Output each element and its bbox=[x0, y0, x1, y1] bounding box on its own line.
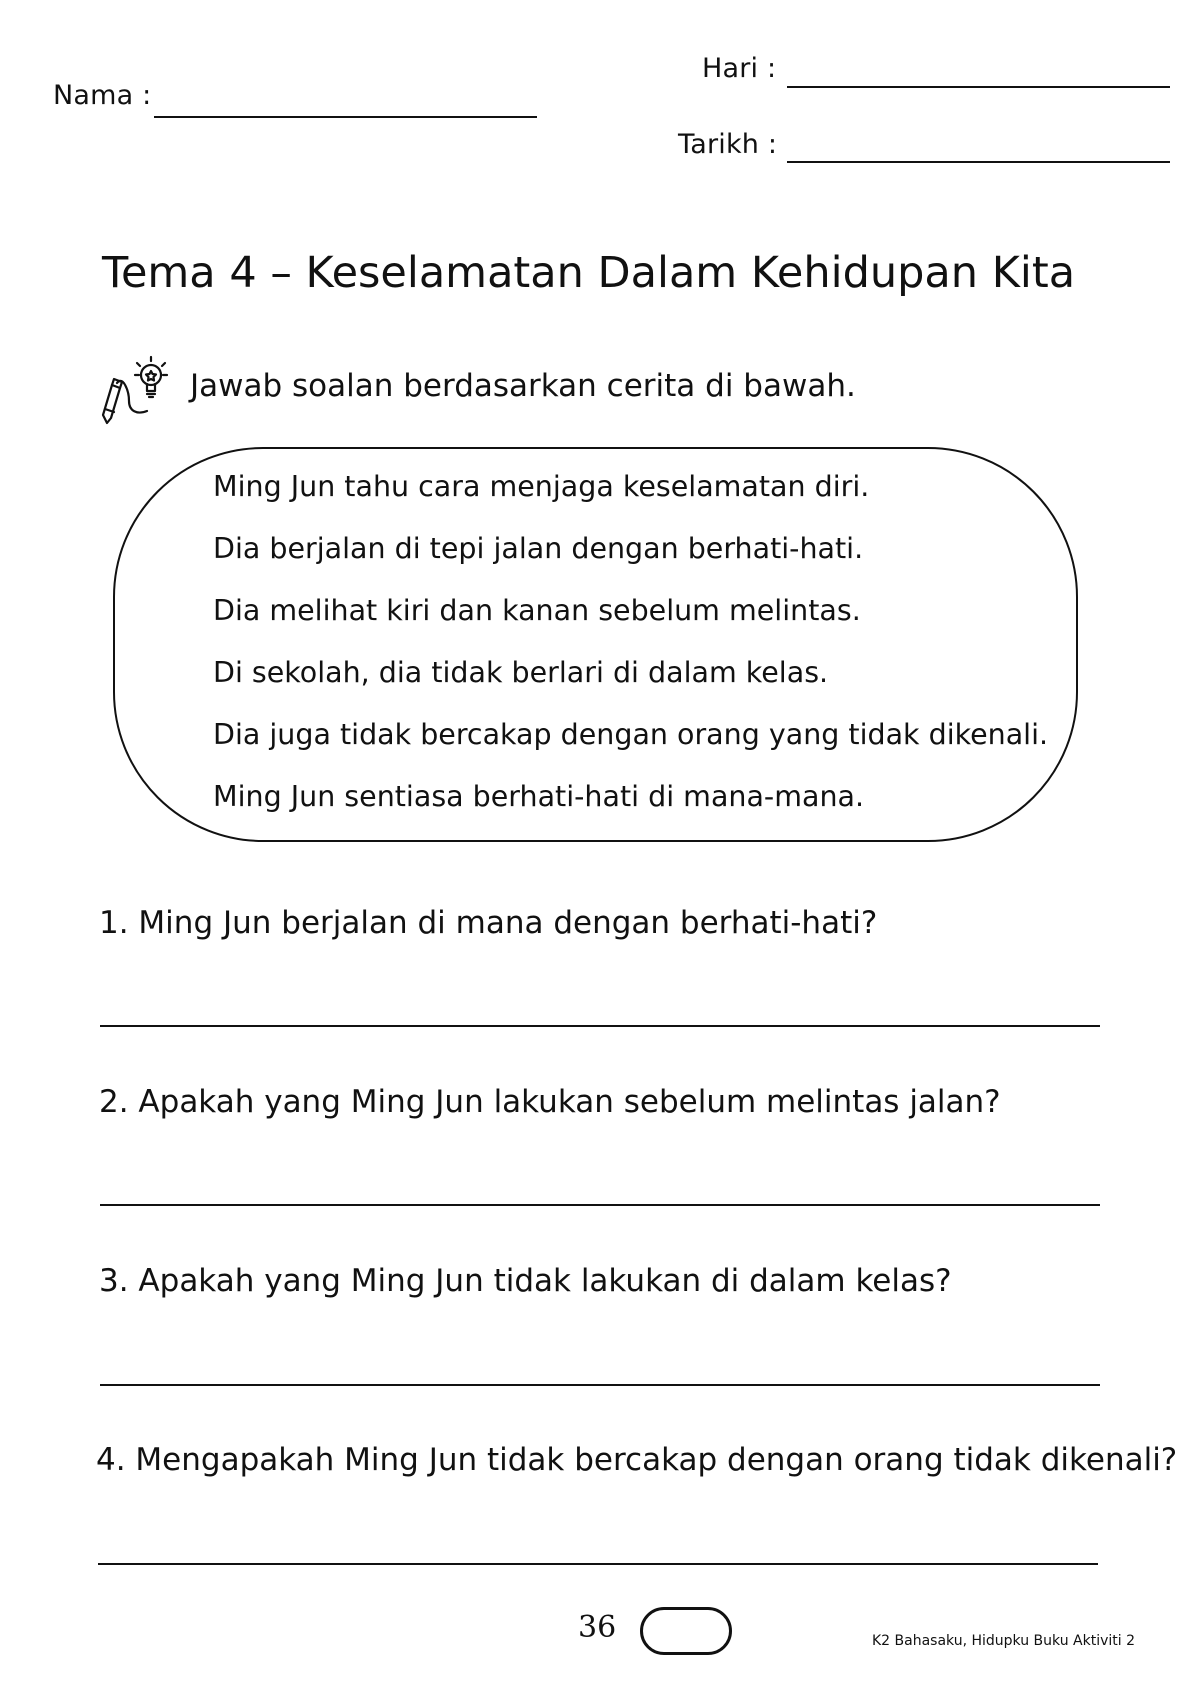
question-1: 1. Ming Jun berjalan di mana dengan berhati-hati? bbox=[99, 905, 878, 941]
book-title: K2 Bahasaku, Hidupku Buku Aktiviti 2 bbox=[872, 1633, 1136, 1649]
page-number: 36 bbox=[578, 1610, 617, 1645]
pencil-lightbulb-icon bbox=[97, 355, 177, 431]
story-line: Ming Jun sentiasa berhati-hati di mana-mana. bbox=[213, 780, 865, 813]
answer-line-2[interactable] bbox=[100, 1204, 1100, 1206]
question-2: 2. Apakah yang Ming Jun lakukan sebelum melintas jalan? bbox=[99, 1084, 1001, 1120]
hari-label: Hari : bbox=[702, 53, 777, 84]
instruction-text: Jawab soalan berdasarkan cerita di bawah. bbox=[190, 368, 856, 404]
question-4: 4. Mengapakah Ming Jun tidak bercakap dengan orang tidak dikenali? bbox=[96, 1442, 1178, 1478]
nama-label: Nama : bbox=[53, 80, 152, 111]
story-line: Dia melihat kiri dan kanan sebelum melintas. bbox=[213, 594, 861, 627]
answer-line-3[interactable] bbox=[100, 1384, 1100, 1386]
story-line: Di sekolah, dia tidak berlari di dalam kelas. bbox=[213, 656, 829, 689]
page-title: Tema 4 – Keselamatan Dalam Kehidupan Kita bbox=[102, 248, 1076, 298]
story-line: Ming Jun tahu cara menjaga keselamatan diri. bbox=[213, 470, 870, 503]
answer-line-4[interactable] bbox=[98, 1563, 1098, 1565]
hari-field[interactable] bbox=[787, 86, 1170, 88]
page-oval bbox=[640, 1607, 732, 1655]
tarikh-label: Tarikh : bbox=[678, 129, 778, 160]
answer-line-1[interactable] bbox=[100, 1025, 1100, 1027]
story-line: Dia juga tidak bercakap dengan orang yang tidak dikenali. bbox=[213, 718, 1049, 751]
question-3: 3. Apakah yang Ming Jun tidak lakukan di dalam kelas? bbox=[99, 1263, 952, 1299]
nama-field[interactable] bbox=[154, 116, 537, 118]
tarikh-field[interactable] bbox=[787, 161, 1170, 163]
story-line: Dia berjalan di tepi jalan dengan berhati-hati. bbox=[213, 532, 864, 565]
